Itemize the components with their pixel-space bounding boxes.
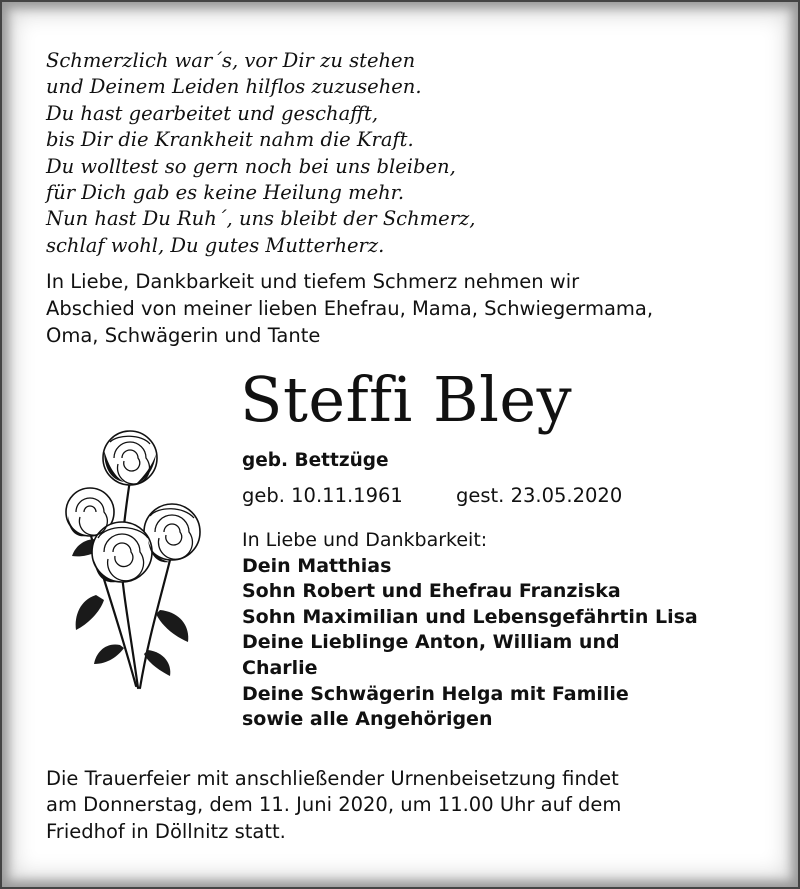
life-dates: [242, 484, 662, 507]
poem-line: und Deinem Leiden hilflos zuzusehen.: [46, 75, 422, 99]
mourner-entry: Charlie: [242, 656, 318, 679]
service-line: Die Trauerfeier mit anschließender Urnenbeisetzung findet: [46, 767, 619, 790]
intro-line: Abschied von meiner lieben Ehefrau, Mama, Schwiegermama,: [46, 297, 654, 320]
poem-line: bis Dir die Krankheit nahm die Kraft.: [46, 128, 414, 152]
service-line: Friedhof in Döllnitz statt.: [46, 819, 286, 843]
mourner-entry: sowie alle Angehörigen: [242, 708, 493, 731]
poem: [46, 48, 476, 259]
poem-line: Du hast gearbeitet und geschafft,: [46, 101, 379, 125]
poem-line: Schmerzlich war´s, vor Dir zu stehen: [46, 49, 416, 72]
poem-line: Nun hast Du Ruh´, uns bleibt der Schmerz,: [46, 207, 476, 231]
mourner-entry: Sohn Maximilian und Lebensgefährtin Lisa: [242, 605, 698, 628]
poem-line: Du wolltest so gern noch bei uns bleiben,: [46, 154, 456, 178]
mourner-entry: Deine Lieblinge Anton, William und: [242, 631, 620, 654]
rose-bouquet-icon: [60, 420, 210, 695]
death-date: gest. 23.05.2020: [456, 484, 623, 507]
deceased-name: Steffi Bley: [240, 363, 573, 436]
poem-line: schlaf wohl, Du gutes Mutterherz.: [46, 233, 385, 257]
mourners-list: [242, 528, 762, 733]
mourners-lead: In Liebe und Dankbarkeit:: [242, 529, 488, 551]
intro-line: In Liebe, Dankbarkeit und tiefem Schmerz nehmen wir: [46, 270, 580, 293]
intro-text: [46, 268, 766, 349]
maiden-name: geb. Bettzüge: [242, 450, 389, 471]
mourner-entry: Deine Schwägerin Helga mit Familie: [242, 682, 629, 705]
mourner-entry: Sohn Robert und Ehefrau Franziska: [242, 580, 621, 603]
poem-line: für Dich gab es keine Heilung mehr.: [46, 181, 405, 205]
funeral-service-info: [46, 766, 766, 845]
service-line: am Donnerstag, dem 11. Juni 2020, um 11.00 Uhr auf dem: [46, 793, 622, 817]
intro-line: Oma, Schwägerin und Tante: [46, 324, 321, 347]
birth-date: geb. 10.11.1961: [242, 484, 403, 507]
mourner-entry: Dein Matthias: [242, 554, 392, 577]
